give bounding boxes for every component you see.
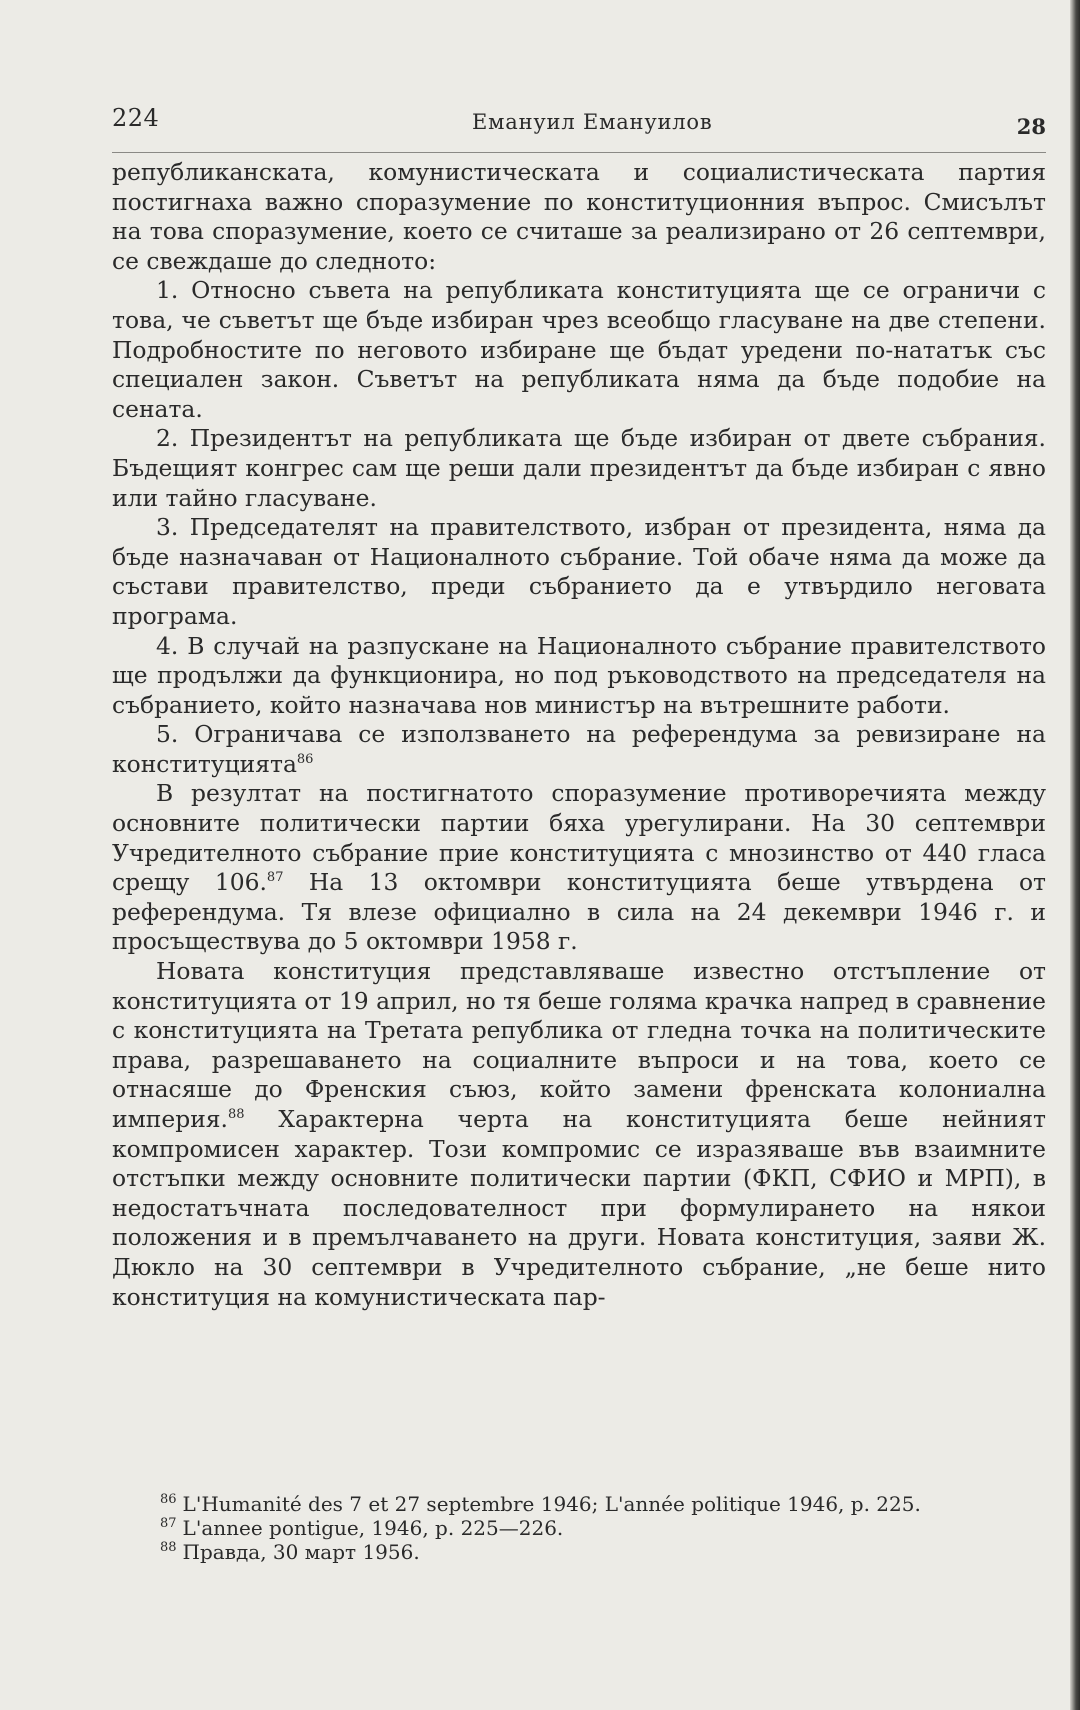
footnotes bbox=[112, 1492, 1046, 1564]
running-title: Емануил Емануилов bbox=[472, 110, 713, 134]
paragraph: републиканската, комунистическата и социалистическата партия постигнаха важно споразумение по конституционния въпрос. Смисълът на това споразумение, което се считаше за реализирано от 26 септември, се свеждаше до следното: bbox=[112, 158, 1046, 275]
paragraph-text: В резултат на постигнатото споразумение противоречията между основните политически партии бяха урегулирани. На 30 септември Учредителното събрание прие конституцията с мнозинство от 440 гласа срещу 106. bbox=[112, 779, 1046, 897]
page-header bbox=[112, 98, 1046, 148]
header-rule bbox=[112, 152, 1046, 153]
paragraph: 1. Относно съвета на републиката конституцията ще се ограничи с това, че съветът ще бъде избиран чрез всеобщо гласуване на две степени. Подробностите по неговото избиране ще бъдат уредени по-нататък със специален закон. Съветът на републиката няма да бъде подобие на сената. bbox=[112, 276, 1046, 423]
paragraph: 3. Председателят на правителството, избран от президента, няма да бъде назначаван от Националното събрание. Той обаче няма да може да състави правителство, преди събранието да е утвърдило неговата програма. bbox=[112, 513, 1046, 630]
footnote-number: 88 bbox=[160, 1540, 177, 1555]
footnote-text: L'Humanité des 7 et 27 septembre 1946; L'année politique 1946, p. 225. bbox=[182, 1492, 921, 1516]
footnote-number: 87 bbox=[160, 1516, 177, 1531]
note-ref-87: 87 bbox=[266, 870, 284, 886]
paragraph-text: 5. Ограничава се използването на референдума за ревизиране на конституцията bbox=[112, 720, 1046, 778]
body-text bbox=[112, 158, 1046, 1312]
footnote-number: 86 bbox=[160, 1492, 177, 1507]
paragraph-text: На 13 октомври конституцията беше утвърдена от референдума. Тя влезе официално в сила на 24 декември 1946 г. и просъществува до 5 октомври 1958 г. bbox=[112, 868, 1046, 956]
footnote-text: Правда, 30 март 1956. bbox=[182, 1540, 420, 1564]
note-ref-86: 86 bbox=[296, 752, 314, 768]
footnote-text: L'annee pontigue, 1946, p. 225—226. bbox=[182, 1516, 564, 1540]
footnote bbox=[112, 1516, 1046, 1540]
note-ref-88: 88 bbox=[227, 1107, 245, 1123]
footnote bbox=[112, 1540, 1046, 1564]
page-number: 224 bbox=[112, 104, 160, 132]
signature-number: 28 bbox=[1016, 114, 1046, 139]
page-edge-shadow bbox=[1070, 0, 1080, 1710]
paragraph-with-note bbox=[112, 720, 1046, 779]
paragraph-with-note bbox=[112, 957, 1046, 1312]
paragraph-text: Характерна черта на конституцията беше нейният компромисен характер. Този компромис се изразяваше във взаимните отстъпки между основните политически партии (ФКП, СФИО и МРП), в недостатъчната последователност при формулирането на някои положения и в премълчаването на други. Новата конституция, заяви Ж. Дюкло на 30 септември в Учредителното събрание, „не беше нито конституция на комунистическата пар- bbox=[112, 1105, 1046, 1311]
paragraph: 4. В случай на разпускане на Националното събрание правителството ще продължи да функционира, но под ръководството на председателя на събранието, който назначава нов министър на вътрешните работи. bbox=[112, 631, 1046, 719]
paragraph-with-note bbox=[112, 779, 1046, 957]
paragraph: 2. Президентът на републиката ще бъде избиран от двете събрания. Бъдещият конгрес сам ще реши дали президентът да бъде избиран с явно или тайно гласуване. bbox=[112, 424, 1046, 512]
footnote bbox=[112, 1492, 1046, 1516]
paragraph-text: Новата конституция представляваше известно отстъпление от конституцията от 19 април, но тя беше голяма крачка напред в сравнение с конституцията на Третата република от гледна точка на политическите права, разрешаването на социалните въпроси и на това, което се отнасяше до Френския съюз, който замени френската колониална империя. bbox=[112, 957, 1046, 1133]
